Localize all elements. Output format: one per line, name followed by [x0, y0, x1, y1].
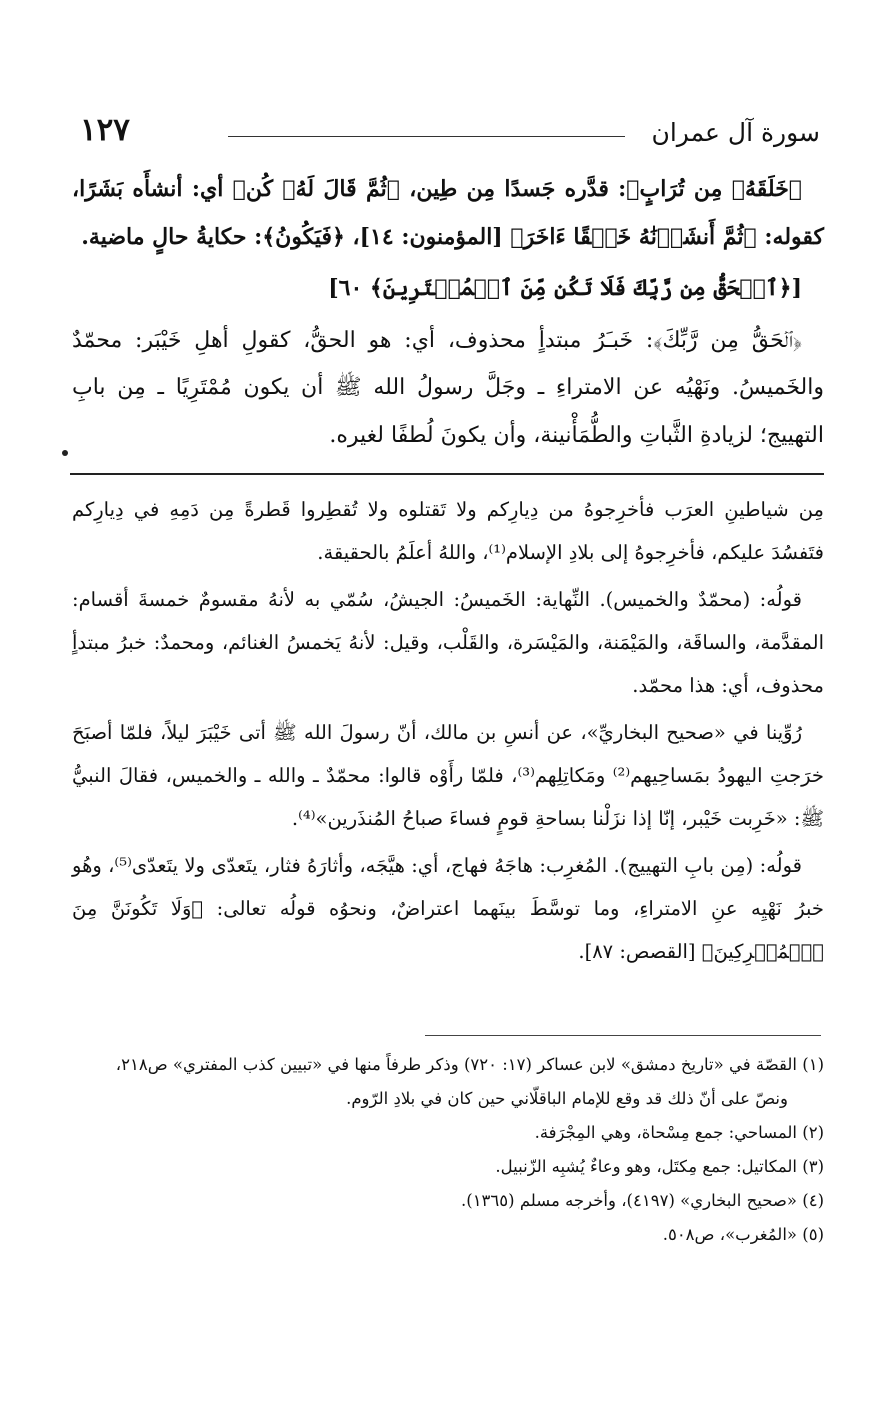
running-title: سورة آل عمران — [651, 118, 820, 147]
footnotes — [72, 1048, 824, 1252]
margin-dot — [62, 450, 68, 456]
footnote-divider — [425, 1035, 821, 1036]
section-divider — [70, 473, 824, 475]
footnote-2: (٢) المساحي: جمع مِسْحاة، وهي المِجْرَفة. — [534, 1123, 824, 1142]
main-commentary — [72, 166, 824, 463]
footnote-1-continued: ونصّ على أنّ ذلك قد وقع للإمام الباقلّاني حين كان في بلادِ الرّوم. — [346, 1089, 788, 1108]
footnote-5: (٥) «المُغرب»، ص٥٠٨. — [662, 1225, 824, 1244]
footnote-4: (٤) «صحيح البخاري» (٤١٩٧)، وأخرجه مسلم (١٣٦٥). — [461, 1191, 824, 1210]
note-paragraph: رُوِّينا في «صحيح البخاريِّ»، عن أنسِ بن مالك، أنّ رسولَ الله ﷺ أتى خَيْبَرَ ليلاً، فلمّا أصبَحَ خرَجتِ اليهودُ بمَساحِيهم⁽²⁾ ومَكاتِلِهم⁽³⁾، فلمّا رأَوْه قالوا: محمّدٌ ـ والله ـ والخميس، فقالَ النبيُّ ﷺ: «خَرِبت خَيْبر، إنّا إذا نزَلْنا بساحةِ قومٍ فساءَ صباحُ المُنذَرين»⁽⁴⁾. — [72, 721, 824, 830]
main-paragraph: ﴿خَلَقَهُۥ مِن تُرَابٍ﴾: قدَّره جَسدًا مِن طِين، ﴿ثُمَّ قَالَ لَهُۥ كُن﴾ أي: أنشأَه بَشَرًا، كقوله: ﴿ثُمَّ أَنشَأۡنَٰهُ خَلۡقًا ءَاخَرَ﴾ [المؤمنون: ١٤]، ﴿فَيَكُونُ﴾: حكايةُ حالٍ ماضية. — [72, 176, 824, 250]
note-paragraph: قولُه: (مِن بابِ التهييج). المُغرِب: هاجَهُ فهاج، أي: هيَّجَه، وأثارَهُ فثار، يتَعدّى ولا يتَعدّى⁽⁵⁾، وهُو خبرُ نَهْيِه عنِ الامتراءِ، وما توسَّطَ بينَهما اعتراضٌ، ونحوُه قولُه تعالى: ﴿وَلَا تَكُونَنَّ مِنَ ٱلۡمُشۡرِكِينَ﴾ [القصص: ٨٧]. — [72, 854, 824, 963]
verse-heading: [﴿ٱلۡحَقُّ مِن رَّبِّكَ فَلَا تَكُن مِّنَ ٱلۡمُمۡتَرِينَ﴾ ٦٠] — [328, 275, 802, 301]
main-paragraph: ﴿ٱلۡحَقُّ مِن رَّبِّكَ﴾: خَبـَرُ مبتدأٍ محذوف، أي: هو الحقُّ، كقولِ أهلِ خَيْبَر: محمّدٌ والخَميسُ. ونَهْيُه عن الامتراءِ ـ وجَلَّ رسولُ الله ﷺ أن يكون مُمْتَرِيًا ـ مِن بابِ التهييج؛ لزيادةِ الثَّباتِ والطُّمَأْنينة، وأن يكونَ لُطفًا لغيره. — [72, 327, 824, 448]
marginal-notes — [72, 488, 824, 977]
page-header — [80, 112, 820, 152]
footnote-1: (١) القصّة في «تاريخ دمشق» لابن عساكر (١٧: ٧٢٠) وذكر طرفاً منها في «تبيين كذب المفتري» ص٢١٨، — [115, 1055, 824, 1074]
note-paragraph: مِن شياطينِ العرَب فأخرِجوهُ من دِيارِكم ولا تَقتلوه ولا تُقطِروا قَطرةً مِن دَمِهِ في دِيارِكم فتَفسُدَ عليكم، فأخرِجوهُ إلى بلادِ الإسلام⁽¹⁾، واللهُ أعلَمُ بالحقيقة. — [72, 498, 824, 564]
note-paragraph: قولُه: (محمّدٌ والخميس). النِّهاية: الخَميسُ: الجيشُ، سُمّي به لأنهُ مقسومٌ خمسةَ أقسام: المقدَّمة، والساقَة، والمَيْمَنة، والمَيْسَرة، والقَلْب، وقيل: لأنهُ يَخمسُ الغنائم، ومحمدٌ: خبرُ مبتدأٍ محذوف، أي: هذا محمّد. — [72, 588, 824, 697]
page-number: ١٢٧ — [80, 112, 130, 148]
header-rule — [228, 136, 625, 137]
footnote-3: (٣) المكاتيل: جمع مِكتَل، وهو وعاءٌ يُشبِه الزّنبيل. — [495, 1157, 824, 1176]
